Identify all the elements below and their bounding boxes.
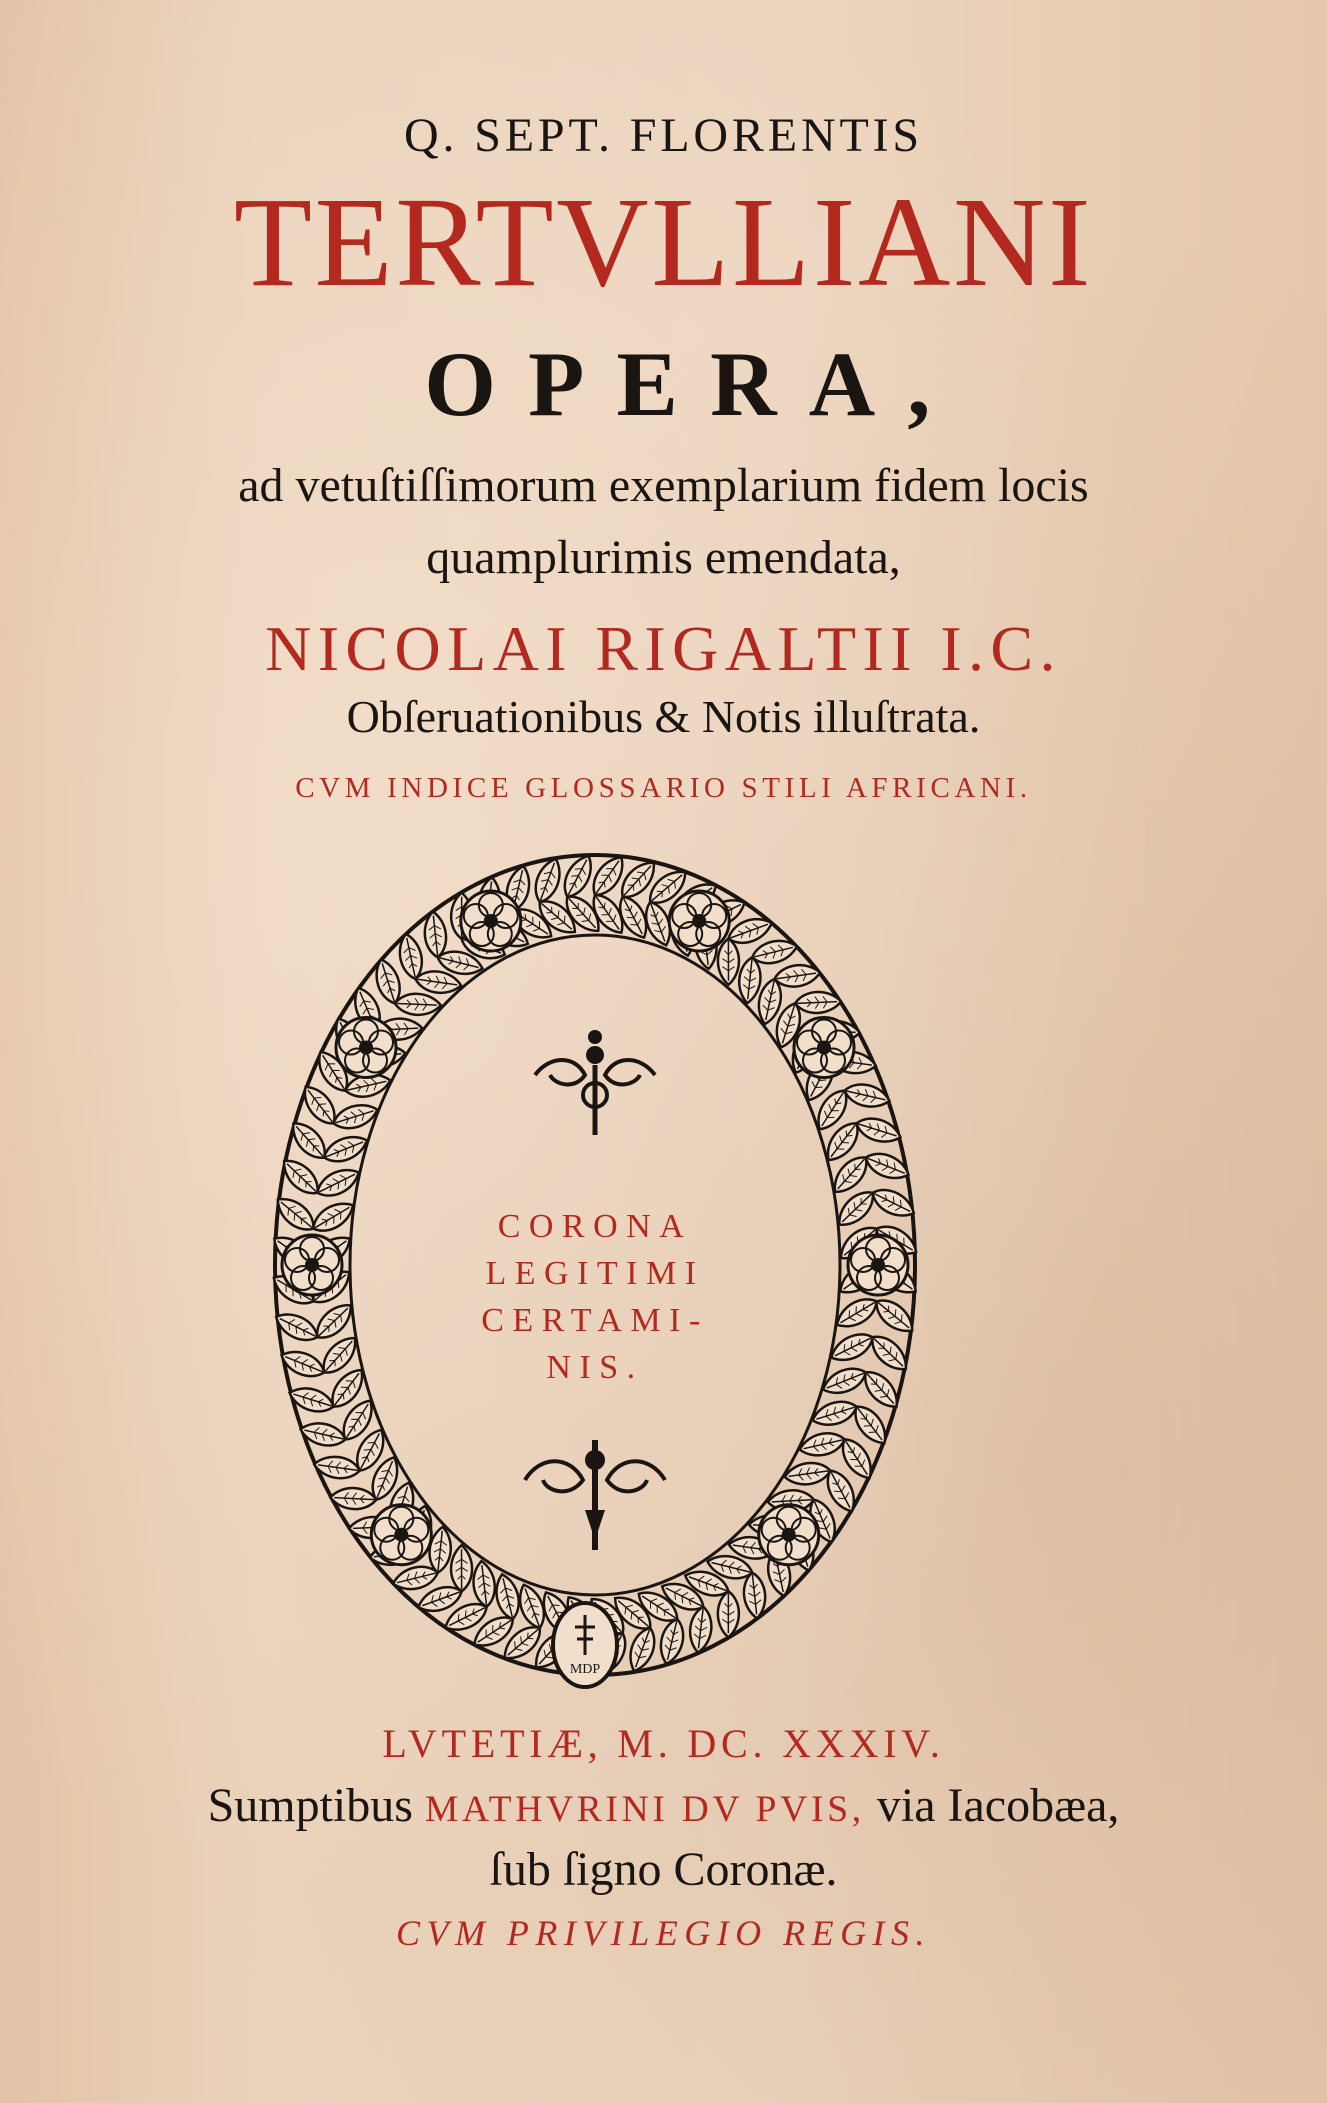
work-title: OPERA, xyxy=(424,333,963,435)
imprint-place-date: LVTETIÆ, M. DC. XXXIV. xyxy=(382,1721,945,1766)
fleuron-ornament-top xyxy=(535,1030,655,1135)
subtitle-line-1: ad vetuſtiſſimorum exemplarium fidem locis xyxy=(238,459,1089,512)
laurel-leaf xyxy=(471,1560,497,1608)
wreath-flower xyxy=(759,1505,819,1565)
editor-name: NICOLAI RIGALTII I.C. xyxy=(265,613,1062,684)
laurel-leaf xyxy=(718,1591,739,1637)
wreath-motto-line-3: CERTAMI- xyxy=(481,1302,709,1339)
wreath-flower xyxy=(794,1018,854,1078)
laurel-leaf xyxy=(394,993,441,1016)
wreath-motto-line-2: LEGITIMI xyxy=(485,1255,705,1292)
laurel-leaf xyxy=(451,1545,472,1591)
wreath-flower xyxy=(336,1018,396,1078)
laurel-leaf xyxy=(718,939,739,985)
author-praenomen: Q. SEPT. FLORENTIS xyxy=(404,109,923,162)
publisher-name: MATHVRINI DV PVIS, xyxy=(424,1789,865,1830)
wreath-flower xyxy=(461,891,521,951)
imprint-sign: ſub ſigno Coronæ. xyxy=(489,1843,838,1896)
imprint-publisher xyxy=(0,1778,1327,1833)
laurel-leaf xyxy=(853,1113,903,1147)
publisher-prefix: Sumptibus xyxy=(207,1779,425,1832)
author-name: TERTVLLIANI xyxy=(233,171,1094,313)
wreath-motto-line-4: NIS. xyxy=(546,1349,644,1386)
wreath-flower xyxy=(371,1505,431,1565)
royal-privilege: CVM PRIVILEGIO REGIS. xyxy=(396,1913,931,1953)
fleuron-ornament-bottom xyxy=(525,1440,665,1550)
wreath-motto-line-1: CORONA xyxy=(497,1208,693,1245)
wreath-flower xyxy=(669,891,729,951)
index-note: CVM INDICE GLOSSARIO STILI AFRICANI. xyxy=(295,772,1032,804)
laurel-leaf xyxy=(286,1383,336,1417)
editor-notes: Obſeruationibus & Notis illuſtrata. xyxy=(346,691,981,742)
subtitle-line-2: quamplurimis emendata, xyxy=(426,531,901,584)
publisher-address: via Iacobæa, xyxy=(864,1779,1120,1832)
printer-monogram-medallion xyxy=(553,1603,617,1687)
svg-text:MDP: MDP xyxy=(569,1662,601,1677)
